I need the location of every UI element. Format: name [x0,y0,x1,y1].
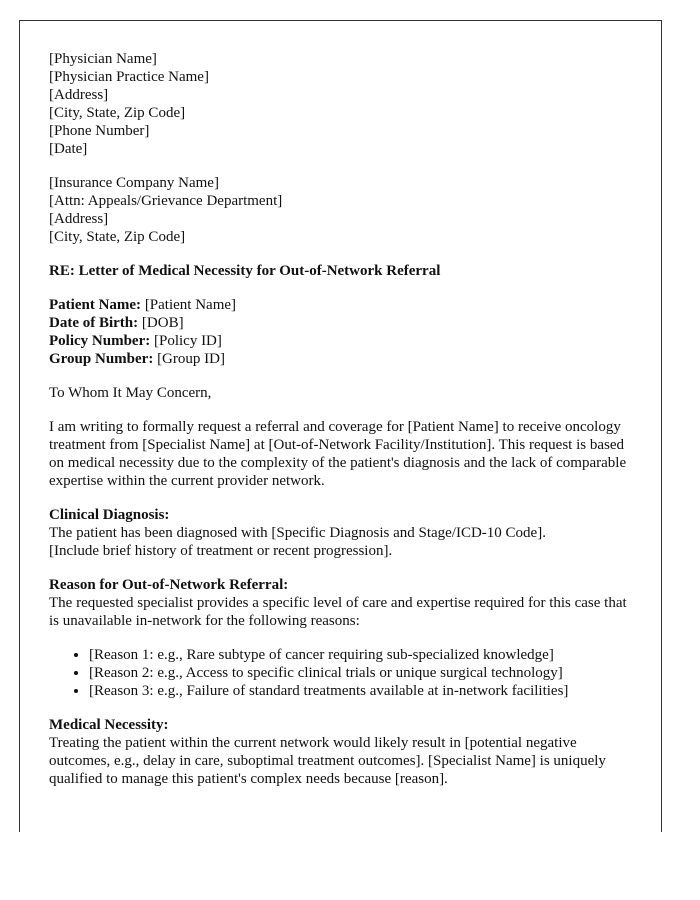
sender-line: [Phone Number] [49,123,150,139]
necessity-text: Treating the patient within the current network would likely result in [potential negative outcomes, e.g., delay in care, suboptimal treatment outcomes]. [Specialist Name] is uniquely qualified to manage this patient's complex needs because [reason]. [49,735,606,787]
sender-line: [Physician Practice Name] [49,69,209,85]
patient-field [49,332,631,350]
recipient-block [49,174,631,246]
section-heading: Clinical Diagnosis: [49,507,170,523]
patient-field [49,314,631,332]
sender-line: [Address] [49,87,109,103]
intro-paragraph: I am writing to formally request a referral and coverage for [Patient Name] to receive oncology treatment from [Specialist Name] at [Out-of-Network Facility/Institution]. This request is based on medical necessity due to the complexity of the patient's diagnosis and the lack of comparable expertise within the current provider network. [49,419,627,489]
field-label: Patient Name: [49,297,142,313]
field-label: Group Number: [49,351,154,367]
recipient-line: [Address] [49,211,109,227]
field-value: [Group ID] [153,351,225,367]
field-value: [Patient Name] [141,297,237,313]
clinical-line: The patient has been diagnosed with [Specific Diagnosis and Stage/ICD-10 Code]. [49,525,546,541]
reason-text: The requested specialist provides a specific level of care and expertise required for this case that is unavailable in-network for the following reasons: [49,595,627,629]
subject-line [49,262,631,280]
list-item: • [Reason 2: e.g., Access to specific clinical trials or unique surgical technology] [89,664,631,682]
list-item: • [Reason 3: e.g., Failure of standard treatments available at in-network facilities] [89,682,631,700]
patient-field [49,296,631,314]
patient-info [49,296,631,368]
field-label: Date of Birth: [49,315,139,331]
field-label: Policy Number: [49,333,151,349]
sender-block [49,50,631,158]
subject-text: RE: Letter of Medical Necessity for Out-of-Network Referral [49,263,441,279]
recipient-line: [Attn: Appeals/Grievance Department] [49,193,283,209]
field-value: [DOB] [138,315,184,331]
section-heading: Reason for Out-of-Network Referral: [49,577,289,593]
reason-section [49,576,631,630]
necessity-section [49,716,631,788]
recipient-line: [City, State, Zip Code] [49,229,186,245]
section-heading: Medical Necessity: [49,717,169,733]
recipient-line: [Insurance Company Name] [49,175,219,191]
sender-line: [City, State, Zip Code] [49,105,186,121]
patient-field [49,350,631,368]
list-item: • [Reason 1: e.g., Rare subtype of cancer requiring sub-specialized knowledge] [89,646,631,664]
clinical-line: [Include brief history of treatment or recent progression]. [49,543,393,559]
sender-line: [Physician Name] [49,51,157,67]
sender-line: [Date] [49,141,88,157]
field-value: [Policy ID] [150,333,222,349]
letter-page [19,20,662,832]
salutation: To Whom It May Concern, [49,385,212,401]
reason-list [49,646,631,700]
clinical-section [49,506,631,560]
